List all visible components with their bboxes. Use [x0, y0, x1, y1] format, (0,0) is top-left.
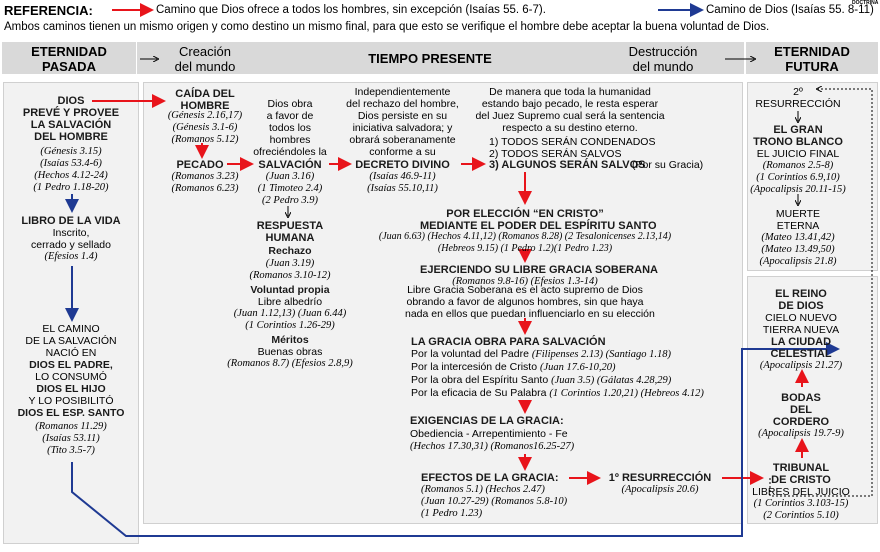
dios-ref-2: (Isaías 53.4-6) [40, 158, 102, 169]
por-list [411, 348, 704, 400]
respuesta-line1: RESPUESTA [256, 220, 324, 232]
albedrio-ref-2: (1 Corintios 1.26-29) [245, 320, 335, 331]
obra-ref-2: (1 Timoteo 2.4) [257, 183, 323, 194]
rechazo-title: Rechazo [268, 245, 312, 257]
intro-line2: estando bajo pecado, le resta esperar [481, 98, 659, 110]
tribunal-refs [748, 498, 854, 522]
dios-line1: DIOS [57, 95, 85, 107]
muerte-ref-3: (Apocalipsis 21.8) [759, 256, 837, 267]
decreto-ref-2: (Isaías 55.10,11) [367, 183, 438, 194]
por-item-2 [411, 361, 704, 374]
eleccion-title [420, 208, 657, 232]
gracia-obra-title: LA GRACIA OBRA PARA SALVACIÓN [411, 336, 606, 348]
caida-line1: CAÍDA DEL [175, 88, 235, 100]
ejerciendo-refs: (Romanos 9.8-16) (Efesios 1.3-14) [452, 276, 598, 287]
caida-ref-2: (Génesis 3.1-6) [172, 122, 238, 133]
muerte-ref-1: (Mateo 13.41,42) [761, 232, 835, 243]
por1-text: Por la voluntad del Padre [411, 348, 529, 360]
tribunal-line2: DE CRISTO [771, 474, 831, 486]
ejerciendo-title: EJERCIENDO SU LIBRE GRACIA SOBERANA [420, 264, 658, 276]
doctrina-badge: DOCTRINA [852, 0, 879, 6]
intro-line3: del Juez Supremo cual será la sentencia [475, 110, 665, 122]
libro-desc-2: cerrado y sellado [31, 239, 111, 251]
trono-ref-1: (Romanos 2.5-8) [762, 160, 834, 171]
header-future-line2: FUTURA [785, 59, 839, 74]
res2-line2: RESURRECCIÓN [755, 98, 841, 110]
efectos-title: EFECTOS DE LA GRACIA: [421, 472, 559, 484]
obra-ref-3: (2 Pedro 3.9) [262, 195, 318, 206]
res2-block [750, 86, 846, 110]
obra-line2: a favor de [266, 110, 314, 122]
opt3: 3) ALGUNOS SERÁN SALVOS [489, 159, 646, 171]
voluntad-title: Voluntad propia [250, 284, 330, 296]
por1-refs: (Filipenses 2.13) (Santiago 1.18) [531, 349, 671, 360]
caida-ref-1: (Génesis 2.16,17) [167, 110, 243, 121]
cielo-line1: CIELO NUEVO [765, 312, 837, 324]
resurreccion1-ref: (Apocalipsis 20.6) [621, 484, 699, 495]
ciudad-line2: CELESTIAL [770, 348, 832, 360]
pecado-title: PECADO [176, 159, 224, 171]
ciudad-title [750, 336, 852, 360]
intro-block [470, 86, 670, 134]
albedrio-refs [215, 308, 365, 332]
por4-refs: (1 Corintios 1.20,21) (Hebreos 4.12) [549, 388, 704, 399]
bodas-line1: BODAS [781, 392, 821, 404]
legend-blue-text: Camino de Dios (Isaías 55. 8-11) [706, 4, 874, 16]
camino-consumo: LO CONSUMÓ [35, 371, 107, 383]
eleccion-refs [370, 231, 680, 255]
res2-line1: 2º [793, 86, 803, 98]
efectos-ref-3: (1 Pedro 1.23) [421, 508, 483, 519]
bodas-line3: CORDERO [772, 416, 830, 428]
cielo-line2: TIERRA NUEVA [762, 324, 840, 336]
por4-text: Por la eficacia de Su Palabra [411, 387, 547, 399]
tribunal-ref-2: (2 Corintios 5.10) [763, 510, 839, 521]
reino-line1: EL REINO [775, 288, 827, 300]
dios-line4: DEL HOMBRE [34, 131, 108, 143]
header-present: TIEMPO PRESENTE [368, 51, 492, 66]
dios-ref-4: (1 Pedro 1.18-20) [33, 182, 109, 193]
indep-line3: Dios persiste en su [357, 110, 448, 122]
ciudad-line1: LA CIUDAD [770, 336, 832, 348]
header-past-line1: ETERNIDAD [31, 44, 107, 59]
trono-line1: EL GRAN [773, 124, 823, 136]
camino-ref-3: (Tito 3.5-7) [47, 445, 95, 456]
camino-ref-1: (Romanos 11.29) [35, 421, 107, 432]
tribunal-title [750, 462, 852, 486]
opt1: 1) TODOS SERÁN CONDENADOS [489, 136, 656, 148]
libre-line2: obrando a favor de algunos hombres, sin que haya [406, 296, 644, 308]
header-creation-line1: Creación [178, 44, 232, 59]
camino-posibilito: Y LO POSIBILITÓ [28, 395, 114, 407]
exigencias-desc: Obediencia - Arrepentimiento - Fe [410, 428, 568, 440]
por-item-1 [411, 348, 704, 361]
albedrio-ref-1: (Juan 1.12,13) (Juan 6.44) [233, 308, 347, 319]
dios-line2: PREVÉ Y PROVEE [22, 107, 120, 119]
camino-line2: DE LA SALVACIÓN [25, 335, 117, 347]
camino-refs [6, 421, 136, 457]
meritos-title: Méritos [271, 334, 309, 346]
decreto-ref-1: (Isaías 46.9-11) [369, 171, 436, 182]
reino-title [750, 288, 852, 312]
trono-title [750, 124, 846, 148]
ciudad-ref: (Apocalipsis 21.27) [759, 360, 843, 371]
indep-line6: conforme a su [369, 146, 436, 158]
intro-line4: respecto a su destino eterno. [502, 122, 638, 134]
opt2: 2) TODOS SERÁN SALVOS [489, 148, 622, 160]
opt3-note: (Por su Gracia) [632, 159, 704, 171]
header-future-line1: ETERNIDAD [774, 44, 850, 59]
camino-padre: DIOS EL PADRE, [29, 359, 113, 371]
pecado-ref-1: (Romanos 3.23) [171, 171, 239, 182]
por-item-4 [411, 387, 704, 400]
libres-text: LIBRES DEL JUICIO [752, 486, 850, 498]
por2-refs: (Juan 17.6-10,20) [539, 362, 616, 373]
caida-ref-3: (Romanos 5.12) [171, 134, 239, 145]
efectos-refs [421, 484, 567, 520]
subtitle: Ambos caminos tienen un mismo origen y como destino un mismo final, para que esto se verifique el hombre debe aceptar la buena voluntad de Dios. [4, 21, 770, 33]
decreto-title: DECRETO DIVINO [355, 159, 450, 171]
trono-refs [750, 160, 846, 196]
camino-hijo: DIOS EL HIJO [36, 383, 106, 395]
eleccion-ref-1: (Juan 6.63) (Hechos 4.11,12) (Romanos 8.28) (2 Tesalonicenses 2.13,14) [378, 231, 672, 242]
bodas-title [750, 392, 852, 428]
dios-ref-3: (Hechos 4.12-24) [34, 170, 108, 181]
caida-line2: HOMBRE [180, 100, 230, 112]
obra-ref-1: (Juan 3.16) [265, 171, 315, 182]
indep-block [340, 86, 465, 158]
efectos-ref-1: (Romanos 5.1) (Hechos 2.47) [421, 484, 545, 495]
header-destruction-line2: del mundo [632, 59, 694, 74]
rechazo-ref-1: (Juan 3.19) [265, 258, 315, 269]
dios-line3: LA SALVACIÓN [30, 119, 112, 131]
libro-desc-1: Inscrito, [52, 227, 90, 239]
resurreccion1-title: 1º RESURRECCIÓN [608, 472, 712, 484]
trono-line2: TRONO BLANCO [753, 136, 843, 148]
caida-refs [155, 110, 255, 146]
obra-block [250, 98, 330, 158]
obras-text: Buenas obras [257, 346, 323, 358]
muerte-refs [750, 232, 846, 268]
indep-line5: obrará soberanamente [349, 134, 456, 146]
dios-ref-1: (Génesis 3.15) [40, 146, 102, 157]
obra-line1: Dios obra [267, 98, 313, 110]
por2-text: Por la intercesión de Cristo [411, 361, 538, 373]
caida-title [160, 88, 250, 112]
eleccion-line2: MEDIANTE EL PODER DEL ESPÍRITU SANTO [420, 220, 657, 232]
respuesta-title [245, 220, 335, 244]
tribunal-line1: TRIBUNAL [772, 462, 830, 474]
legend-ref-label: REFERENCIA: [4, 3, 93, 18]
decreto-refs [345, 171, 460, 195]
tribunal-ref-1: (1 Corintios 3.103-15) [753, 498, 849, 509]
muerte-ref-2: (Mateo 13.49,50) [761, 244, 835, 255]
muerte-block [750, 208, 846, 232]
header-past-line2: PASADA [42, 59, 96, 74]
efectos-ref-2: (Juan 10.27-29) (Romanos 5.8-10) [421, 496, 568, 507]
muerte-line1: MUERTE [775, 208, 821, 220]
bodas-ref: (Apocalipsis 19.7-9) [758, 428, 844, 439]
libre-block [405, 284, 655, 320]
libro-ref: (Efesios 1.4) [44, 251, 98, 262]
indep-line1: Independientemente [354, 86, 451, 98]
indep-line2: del rechazo del hombre, [346, 98, 459, 110]
rechazo-refs [235, 258, 345, 282]
camino-espiritu: DIOS EL ESP. SANTO [17, 407, 125, 419]
exigencias-refs: (Hechos 17.30,31) (Romanos16.25-27) [410, 441, 575, 452]
reino-line2: DE DIOS [778, 300, 824, 312]
header-destruction-line1: Destrucción [628, 44, 698, 59]
obra-line4: hombres [269, 134, 311, 146]
rechazo-ref-2: (Romanos 3.10-12) [249, 270, 331, 281]
por-item-3 [411, 374, 704, 387]
libre-line1: Libre Gracia Soberana es el acto supremo de Dios [407, 284, 643, 296]
muerte-line2: ETERNA [776, 220, 820, 232]
albedrio-text: Libre albedrío [257, 296, 323, 308]
exigencias-title: EXIGENCIAS DE LA GRACIA: [410, 415, 564, 427]
obra-refs [245, 171, 335, 207]
bodas-line2: DEL [790, 404, 812, 416]
eleccion-ref-2: (Hebreos 9.15) (1 Pedro 1.2)(1 Pedro 1.23) [437, 243, 613, 254]
obra-line3: todos los [268, 122, 312, 134]
indep-line4: iniciativa salvadora; y [352, 122, 453, 134]
dios-block [6, 95, 136, 143]
camino-line3: NACIÓ EN [45, 347, 97, 359]
camino-block [6, 323, 136, 419]
pecado-ref-2: (Romanos 6.23) [171, 183, 239, 194]
intro-line1: De manera que toda la humanidad [489, 86, 651, 98]
salvacion-title: SALVACIÓN [258, 159, 322, 171]
pecado-refs [155, 171, 255, 195]
dios-refs [6, 146, 136, 194]
libre-line3: nada en ellos que puedan influenciarlo en su elección [405, 308, 655, 320]
cielo-block [750, 312, 852, 336]
trono-ref-2: (1 Corintios 6.9,10) [756, 172, 840, 183]
eleccion-line1: POR ELECCIÓN “EN CRISTO” [446, 208, 604, 220]
obra-line5: ofreciéndoles la [253, 146, 327, 158]
juicio-text: EL JUICIO FINAL [756, 148, 840, 160]
por3-text: Por la obra del Espíritu Santo [411, 374, 549, 386]
por3-refs: (Juan 3.5) (Gálatas 4.28,29) [551, 375, 672, 386]
trono-ref-3: (Apocalipsis 20.11-15) [750, 184, 846, 195]
respuesta-line2: HUMANA [265, 232, 315, 244]
header-creation-line2: del mundo [174, 59, 236, 74]
libro-title: LIBRO DE LA VIDA [21, 215, 121, 227]
libro-desc [6, 227, 136, 251]
camino-line1: EL CAMINO [42, 323, 100, 335]
legend-red-text: Camino que Dios ofrece a todos los hombres, sin excepción (Isaías 55. 6-7). [156, 4, 546, 16]
obras-refs: (Romanos 8.7) (Efesios 2.8,9) [227, 358, 353, 369]
camino-ref-2: (Isaías 53.11) [42, 433, 100, 444]
